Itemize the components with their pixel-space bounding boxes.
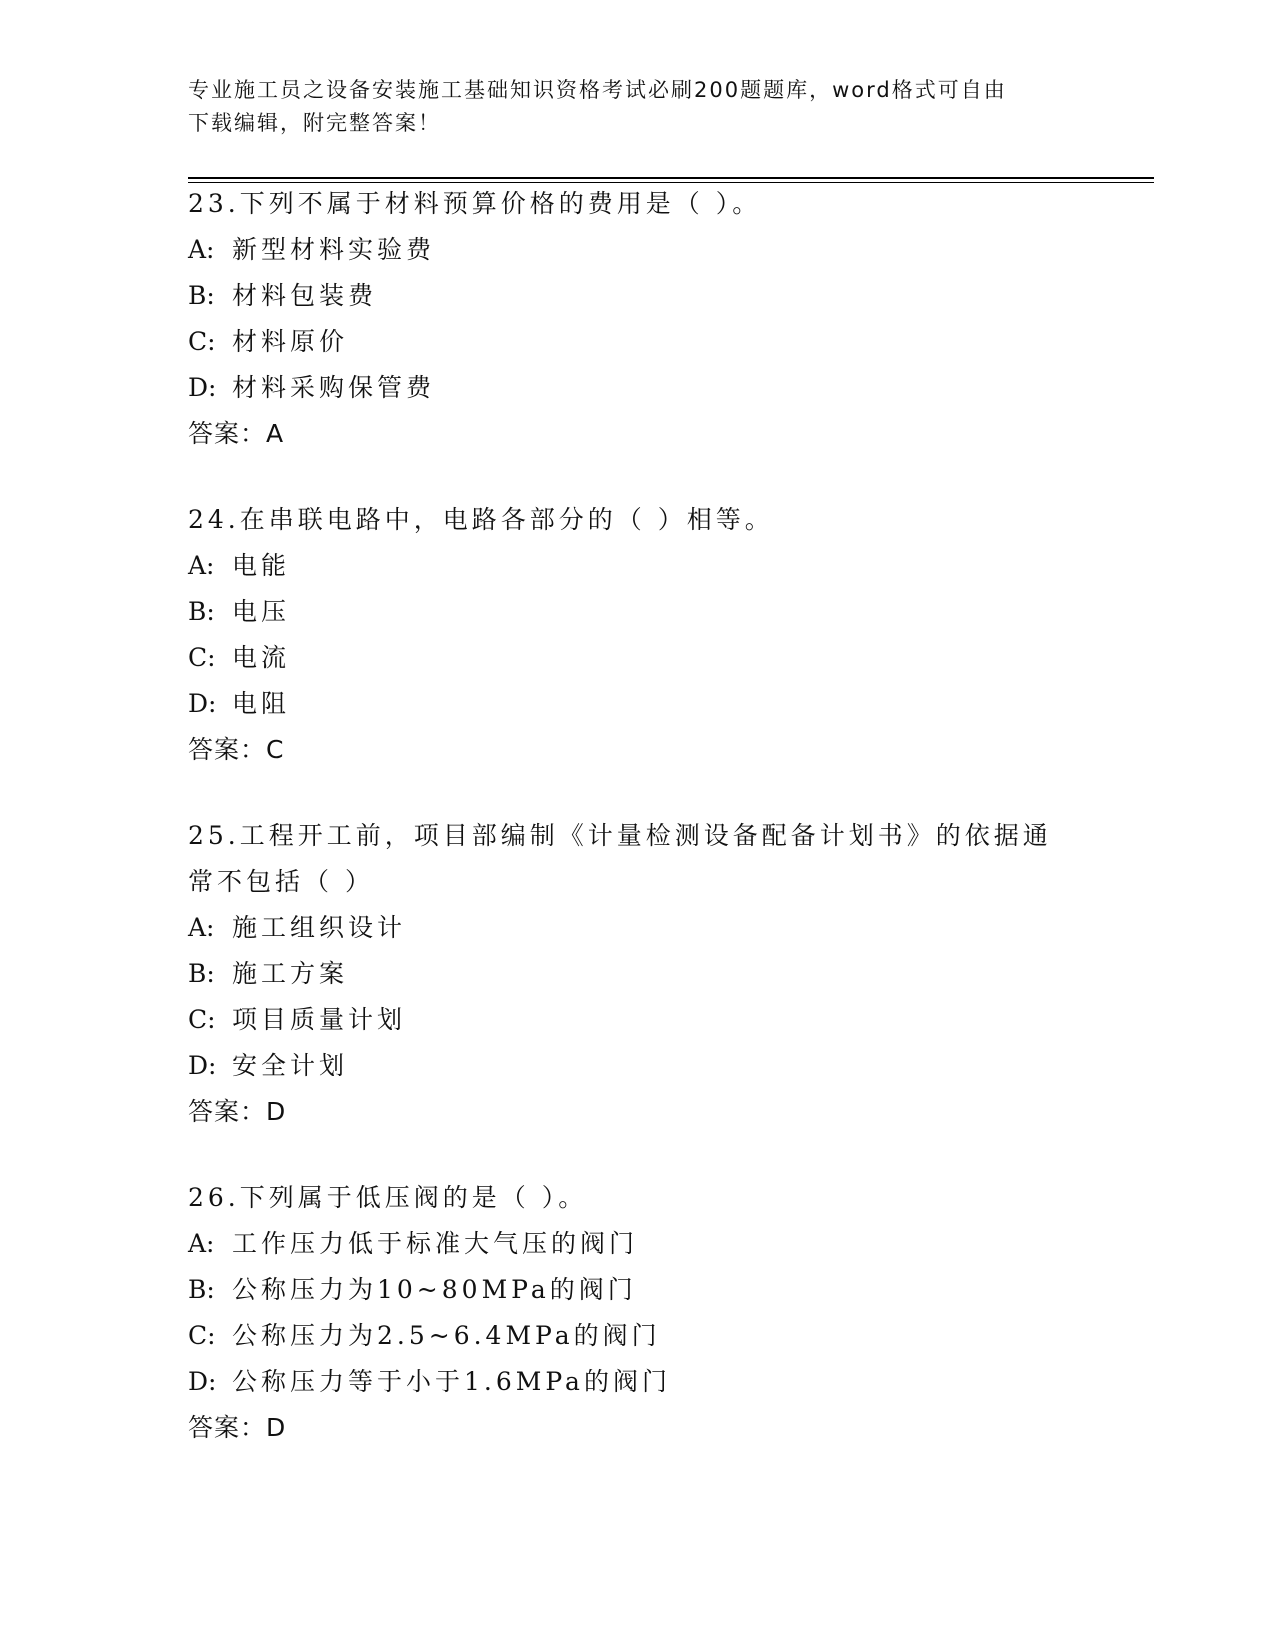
option-text: 工作压力低于标准大气压的阀门 — [232, 1229, 639, 1258]
option-letter: A: — [188, 1229, 215, 1258]
question-23 — [188, 181, 1088, 457]
answer-line: 答案：D — [188, 1097, 287, 1126]
option-text: 电压 — [232, 597, 291, 626]
option-c — [188, 635, 1088, 681]
option-text: 施工组织设计 — [232, 913, 407, 942]
question-stem: 23.下列不属于材料预算价格的费用是（ ）。 — [188, 189, 762, 218]
option-letter: D: — [188, 373, 217, 402]
option-c — [188, 319, 1088, 365]
document-header — [188, 74, 1068, 140]
option-letter: B: — [188, 1275, 215, 1304]
option-text: 电阻 — [232, 689, 291, 718]
option-c — [188, 1313, 1088, 1359]
option-d — [188, 1043, 1068, 1089]
answer-line: 答案：C — [188, 735, 285, 764]
option-letter: B: — [188, 597, 215, 626]
header-divider-thick — [188, 177, 1154, 179]
option-text: 新型材料实验费 — [232, 235, 436, 264]
option-d — [188, 1359, 1088, 1405]
option-d — [188, 365, 1088, 411]
option-text: 电能 — [232, 551, 291, 580]
option-b — [188, 273, 1088, 319]
option-text: 材料包装费 — [232, 281, 378, 310]
option-letter: D: — [188, 1367, 217, 1396]
option-letter: A: — [188, 551, 215, 580]
question-stem: 25.工程开工前，项目部编制《计量检测设备配备计划书》的依据通常不包括（ ） — [188, 821, 1052, 896]
option-a — [188, 1221, 1088, 1267]
option-text: 材料采购保管费 — [232, 373, 436, 402]
option-a — [188, 543, 1088, 589]
question-25 — [188, 813, 1068, 1135]
option-letter: A: — [188, 235, 215, 264]
option-letter: A: — [188, 913, 215, 942]
option-b — [188, 1267, 1088, 1313]
option-letter: C: — [188, 1005, 216, 1034]
question-26 — [188, 1175, 1088, 1451]
option-d — [188, 681, 1088, 727]
option-text: 材料原价 — [232, 327, 349, 356]
question-24 — [188, 497, 1088, 773]
option-letter: D: — [188, 689, 217, 718]
option-letter: C: — [188, 1321, 216, 1350]
option-b — [188, 951, 1068, 997]
header-line-1: 专业施工员之设备安装施工基础知识资格考试必刷200题题库，word格式可自由 — [188, 78, 1007, 102]
answer-line: 答案：D — [188, 1413, 287, 1442]
option-text: 施工方案 — [232, 959, 349, 988]
option-a — [188, 227, 1088, 273]
option-letter: B: — [188, 281, 215, 310]
option-letter: C: — [188, 327, 216, 356]
question-stem: 26.下列属于低压阀的是（ ）。 — [188, 1183, 588, 1212]
option-text: 公称压力为2.5~6.4MPa的阀门 — [232, 1321, 661, 1350]
option-letter: C: — [188, 643, 216, 672]
answer-line: 答案：A — [188, 419, 285, 448]
option-text: 电流 — [232, 643, 291, 672]
option-a — [188, 905, 1068, 951]
header-line-2: 下载编辑，附完整答案！ — [188, 111, 441, 135]
option-text: 公称压力等于小于1.6MPa的阀门 — [232, 1367, 671, 1396]
option-text: 安全计划 — [232, 1051, 349, 1080]
option-text: 项目质量计划 — [232, 1005, 407, 1034]
option-text: 公称压力为10~80MPa的阀门 — [232, 1275, 637, 1304]
option-letter: B: — [188, 959, 215, 988]
option-b — [188, 589, 1088, 635]
option-c — [188, 997, 1068, 1043]
question-stem: 24.在串联电路中，电路各部分的（ ）相等。 — [188, 505, 774, 534]
option-letter: D: — [188, 1051, 217, 1080]
